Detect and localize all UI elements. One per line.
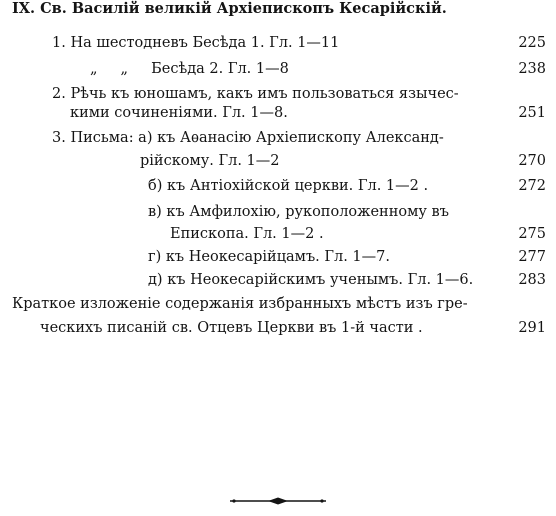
entry-text: Краткое изложеніе содержанія избранныхъ мѣстъ изъ гре- — [12, 296, 468, 312]
toc-entry — [0, 87, 556, 107]
toc-entry — [0, 179, 556, 199]
entry-text: рійскому. Гл. 1—2 — [140, 153, 280, 169]
page-number: 251 — [518, 105, 546, 121]
entry-text: Епископа. Гл. 1—2 . — [170, 226, 324, 242]
entry-text: „ „ Бесѣда 2. Гл. 1—8 — [90, 61, 289, 77]
entry-text: д) къ Неокесарійскимъ ученымъ. Гл. 1—6. — [148, 272, 474, 288]
page-number: 225 — [518, 35, 546, 51]
toc-entry — [0, 131, 556, 151]
section-heading: IX. Св. Василій великій Архіепископъ Кесарійскій. — [12, 0, 447, 17]
entry-text: 3. Письма: а) къ Аѳанасію Архіепископу Александ- — [52, 130, 444, 146]
toc-entry — [0, 250, 556, 270]
entry-text: 1. На шестодневъ Бесѣда 1. Гл. 1—11 — [52, 35, 340, 51]
entry-text: кими сочиненіями. Гл. 1—8. — [70, 105, 288, 121]
toc-entry-continuation — [0, 227, 556, 247]
entry-text: б) къ Антіохійской церкви. Гл. 1—2 . — [148, 178, 429, 194]
page-number: 270 — [518, 153, 546, 169]
entry-text: ческихъ писаній св. Отцевъ Церкви въ 1-й части . — [40, 320, 423, 336]
toc-entry — [0, 205, 556, 225]
toc-entry — [0, 62, 556, 82]
page-number: 277 — [518, 249, 546, 265]
toc-entry-continuation — [0, 321, 556, 341]
entry-text: 2. Рѣчь къ юношамъ, какъ имъ пользоваться язычес- — [52, 86, 459, 102]
entry-text: в) къ Амфилохію, рукоположенному въ — [148, 204, 449, 220]
ornament-divider — [228, 496, 328, 506]
page-number: 272 — [518, 178, 546, 194]
entry-text: г) къ Неокесарійцамъ. Гл. 1—7. — [148, 249, 390, 265]
toc-entry-continuation — [0, 154, 556, 174]
toc-entry — [0, 273, 556, 293]
section-heading-row — [0, 2, 556, 22]
toc-entry — [0, 36, 556, 56]
toc-entry-continuation — [0, 106, 556, 126]
page-number: 291 — [518, 320, 546, 336]
page-number: 275 — [518, 226, 546, 242]
page-number: 283 — [518, 272, 546, 288]
toc-entry — [0, 297, 556, 317]
page-number: 238 — [518, 61, 546, 77]
